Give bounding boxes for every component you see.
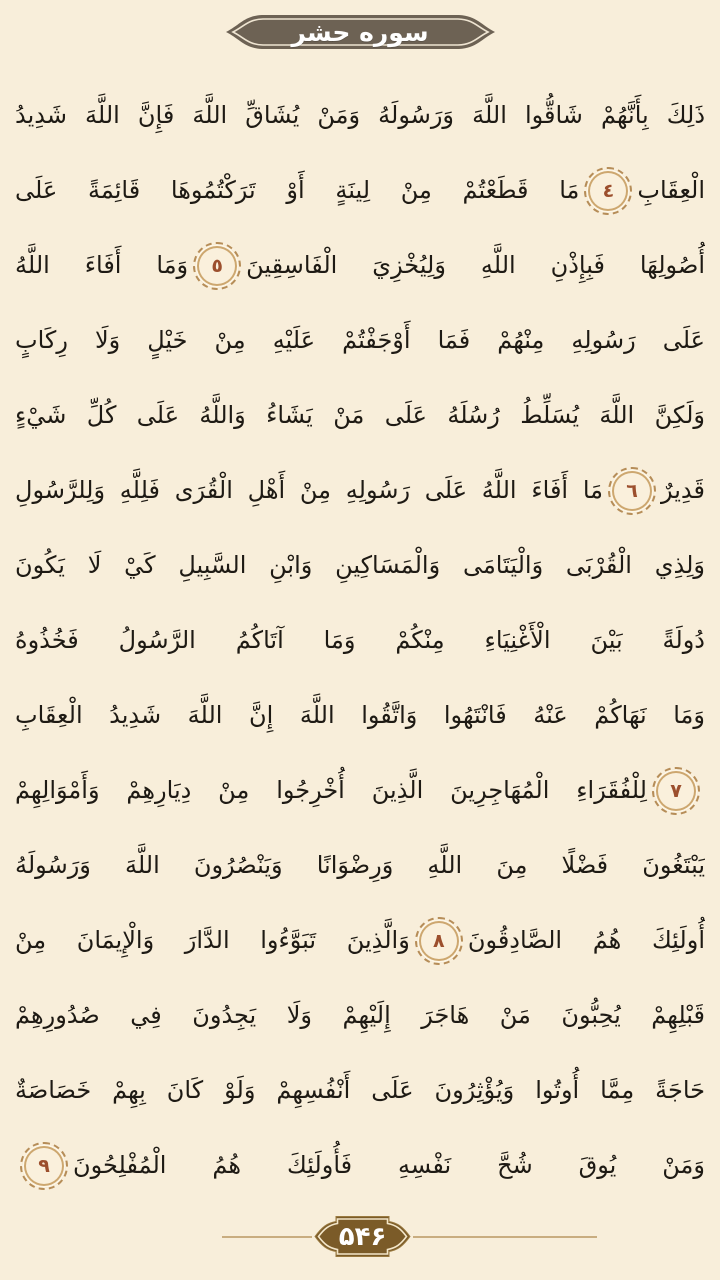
ayah-number: ٥: [211, 254, 223, 277]
ayah-text: دُولَةً بَيْنَ الْأَغْنِيَاءِ مِنْكُمْ وَمَا آتَاكُمُ الرَّسُولُ فَخُذُوهُ: [15, 626, 705, 654]
quran-line: [15, 228, 705, 303]
ayah-text: أُولَئِكَ هُمُ الصَّادِقُونَ: [467, 926, 705, 954]
ayah-number: ٩: [38, 1154, 50, 1177]
quran-line: [15, 303, 705, 378]
quran-line: [15, 1128, 705, 1203]
ayah-text: وَمَا نَهَاكُمْ عَنْهُ فَانْتَهُوا وَاتَّقُوا اللَّهَ إِنَّ اللَّهَ شَدِيدُ الْعِقَابِ: [15, 701, 705, 729]
ayah-number: ٦: [626, 479, 638, 502]
ayah-end-marker-icon: [193, 242, 241, 290]
surah-title: سوره حشر: [291, 17, 429, 47]
ayah-text: وَمَنْ يُوقَ شُحَّ نَفْسِهِ فَأُولَئِكَ هُمُ الْمُفْلِحُونَ: [73, 1151, 705, 1179]
ayah-text: حَاجَةً مِمَّا أُوتُوا وَيُؤْثِرُونَ عَلَى أَنْفُسِهِمْ وَلَوْ كَانَ بِهِمْ خَصَاصَةٌ: [15, 1076, 705, 1104]
quran-line: [15, 528, 705, 603]
ayah-number: ٤: [602, 179, 615, 202]
surah-header: [0, 0, 720, 56]
page-number-badge[interactable]: [312, 1213, 413, 1260]
ayah-end-marker-icon: [584, 167, 632, 215]
footer-rule-right: [413, 1236, 597, 1238]
quran-line: [15, 978, 705, 1053]
quran-line: [15, 753, 705, 828]
page-number: ۵۴۶: [338, 1221, 387, 1252]
ayah-text: مَا أَفَاءَ اللَّهُ عَلَى رَسُولِهِ مِنْ أَهْلِ الْقُرَى فَلِلَّهِ وَلِلرَّسُولِ: [15, 476, 603, 504]
ayah-text: يَبْتَغُونَ فَضْلًا مِنَ اللَّهِ وَرِضْوَانًا وَيَنْصُرُونَ اللَّهَ وَرَسُولَهُ: [15, 851, 705, 879]
footer-rule-left: [222, 1236, 312, 1238]
ayah-text: مَا قَطَعْتُمْ مِنْ لِينَةٍ أَوْ تَرَكْتُمُوهَا قَائِمَةً عَلَى: [15, 176, 580, 204]
ayah-text: وَلَكِنَّ اللَّهَ يُسَلِّطُ رُسُلَهُ عَلَى مَنْ يَشَاءُ وَاللَّهُ عَلَى كُلِّ شَيْءٍ: [15, 401, 705, 429]
ayah-text: أُصُولِهَا فَبِإِذْنِ اللَّهِ وَلِيُخْزِيَ الْفَاسِقِينَ: [246, 251, 705, 279]
quran-line: [15, 603, 705, 678]
surah-title-badge[interactable]: [224, 8, 497, 56]
ayah-text: وَمَا أَفَاءَ اللَّهُ: [15, 251, 189, 279]
ayah-text: عَلَى رَسُولِهِ مِنْهُمْ فَمَا أَوْجَفْتُمْ عَلَيْهِ مِنْ خَيْلٍ وَلَا رِكَابٍ: [15, 326, 705, 354]
ayah-end-marker-icon: [608, 467, 656, 515]
quran-line: [15, 153, 705, 228]
quran-line: [15, 903, 705, 978]
ayah-text: الْعِقَابِ: [637, 176, 705, 204]
ayah-text: وَلِذِي الْقُرْبَى وَالْيَتَامَى وَالْمَسَاكِينِ وَابْنِ السَّبِيلِ كَيْ لَا يَكُونَ: [15, 551, 705, 579]
quran-line: [15, 678, 705, 753]
quran-page-text: [0, 56, 720, 1203]
quran-line: [15, 453, 705, 528]
quran-line: [15, 78, 705, 153]
ayah-end-marker-icon: [20, 1142, 68, 1190]
ayah-text: ذَلِكَ بِأَنَّهُمْ شَاقُّوا اللَّهَ وَرَسُولَهُ وَمَنْ يُشَاقِّ اللَّهَ فَإِنَّ اللَّهَ شَدِيدُ: [15, 101, 705, 129]
ayah-number: ٨: [433, 929, 445, 952]
ayah-text: وَالَّذِينَ تَبَوَّءُوا الدَّارَ وَالْإِيمَانَ مِنْ: [15, 926, 410, 954]
quran-line: [15, 1053, 705, 1128]
ayah-text: لِلْفُقَرَاءِ الْمُهَاجِرِينَ الَّذِينَ أُخْرِجُوا مِنْ دِيَارِهِمْ وَأَمْوَالِهِمْ: [15, 776, 647, 804]
quran-line: [15, 828, 705, 903]
ayah-number: ٧: [670, 779, 682, 802]
page-footer: [0, 1203, 720, 1273]
ayah-text: قَدِيرٌ: [661, 476, 705, 504]
quran-line: [15, 378, 705, 453]
ayah-text: قَبْلِهِمْ يُحِبُّونَ مَنْ هَاجَرَ إِلَيْهِمْ وَلَا يَجِدُونَ فِي صُدُورِهِمْ: [15, 1001, 705, 1029]
ayah-end-marker-icon: [652, 767, 700, 815]
ayah-end-marker-icon: [415, 917, 463, 965]
